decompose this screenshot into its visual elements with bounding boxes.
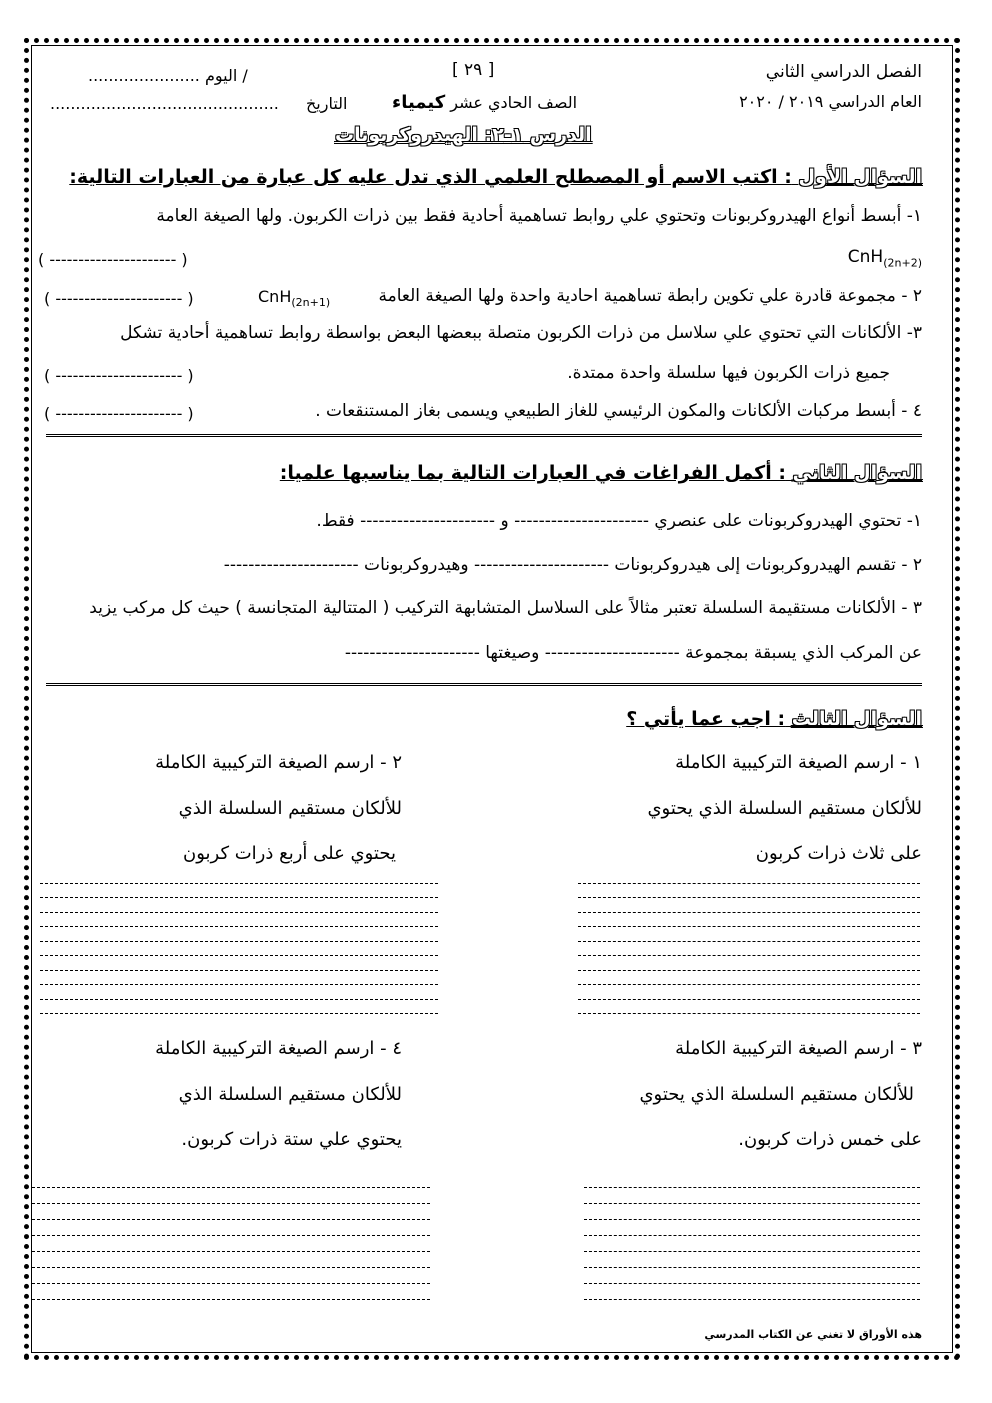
q3-title-bold: السؤال الثالث <box>791 708 922 730</box>
q3-item4-line3: يحتوي علي ستة ذرات كربون. <box>181 1129 402 1150</box>
formula-sub: (2n+2) <box>883 256 922 270</box>
day-field <box>88 66 248 85</box>
q1-title-bold: السؤال الأول <box>798 166 922 188</box>
q2-title-rest: : أكمل الفراغات في العبارات التالية بما يناسبها علميا: <box>279 462 786 484</box>
subject-grade <box>392 92 577 113</box>
q1-item1-formula <box>848 247 922 269</box>
q2-item3-line2: عن المركب الذي يسبقة بمجموعة ---------------------- وصيغتها ---------------------- <box>344 643 922 663</box>
section-separator <box>46 683 922 686</box>
q3-item2-line3: يحتوي على أربع ذرات كربون <box>182 843 396 864</box>
q1-item3-line1: ٣- الألكانات التي تحتوي علي سلاسل من ذرات الكربون متصلة ببعضها البعض بواسطة روابط تساهمية أحادية تشكل <box>120 323 922 343</box>
q2-item1: ١- تحتوي الهيدروكربونات على عنصري ---------------------- و ---------------------- فقط. <box>316 511 922 531</box>
q3-item3-line2: للألكان مستقيم السلسلة الذي يحتوي <box>639 1084 914 1105</box>
q1-title-rest: : اكتب الاسم أو المصطلح العلمي الذي تدل عليه كل عبارة من العبارات التالية: <box>69 166 792 188</box>
q3-title <box>626 708 922 730</box>
formula-main: CnH <box>258 287 292 306</box>
q1-item1-answer[interactable]: ( ---------------------- ) <box>38 250 188 269</box>
footer-note: هذه الأوراق لا تغني عن الكتاب المدرسي <box>704 1328 922 1341</box>
q1-title <box>69 166 922 188</box>
date-label: التاريخ <box>305 94 348 113</box>
q3-item4-line1: ٤ - ارسم الصيغة التركيبية الكاملة <box>155 1038 402 1059</box>
page-border-inner <box>31 45 953 1353</box>
date-field <box>50 94 348 113</box>
q1-item2-text: ٢ - مجموعة قادرة علي تكوين رابطة تساهمية احادية واحدة ولها الصيغة العامة <box>378 286 922 306</box>
date-blank[interactable]: ............................................. <box>50 94 279 113</box>
q1-item1-line1: ١- أبسط أنواع الهيدروكربونات وتحتوي علي روابط تساهمية أحادية فقط بين ذرات الكربون. ولها الصيغة العامة <box>156 206 922 226</box>
q1-item4-answer[interactable]: ( ---------------------- ) <box>44 404 194 423</box>
q3-item1-line3: على ثلاث ذرات كربون <box>755 843 922 864</box>
section-separator <box>46 434 922 437</box>
q3-item2-line2: للألكان مستقيم السلسلة الذي <box>178 798 402 819</box>
academic-year: العام الدراسي ٢٠١٩ / ٢٠٢٠ <box>739 92 922 111</box>
q3-item2-line1: ٢ - ارسم الصيغة التركيبية الكاملة <box>155 752 402 773</box>
q1-item4-text: ٤ - أبسط مركبات الألكانات والمكون الرئيسي للغاز الطبيعي ويسمى بغاز المستنقعات . <box>315 401 922 421</box>
q2-item2: ٢ - تقسم الهيدروكربونات إلى هيدروكربونات ---------------------- وهيدروكربونات ---------------------- <box>223 555 922 575</box>
q2-item3-line1: ٣ - الألكانات مستقيمة السلسلة تعتبر مثالاً على السلاسل المتشابهة التركيب ( المتتالية المتجانسة ) حيث كل مركب يزيد <box>89 598 922 618</box>
q1-item3-line2: جميع ذرات الكربون فيها سلسلة واحدة ممتدة. <box>567 363 890 383</box>
q3-item1-line1: ١ - ارسم الصيغة التركيبية الكاملة <box>675 752 922 773</box>
q3-item3-line1: ٣ - ارسم الصيغة التركيبية الكاملة <box>675 1038 922 1059</box>
grade: الصف الحادي عشر <box>450 93 578 112</box>
q2-title-bold: السؤال الثاني <box>792 462 922 484</box>
q3-item1-line2: للألكان مستقيم السلسلة الذي يحتوي <box>647 798 922 819</box>
formula-sub: (2n+1) <box>291 296 331 310</box>
q1-item3-answer[interactable]: ( ---------------------- ) <box>44 366 194 385</box>
q3-title-rest: : اجب عما يأتي ؟ <box>626 708 786 730</box>
day-label: اليوم / <box>204 66 248 85</box>
q3-item3-line3: على خمس ذرات كربون. <box>738 1129 922 1150</box>
q1-item2-formula <box>258 287 330 309</box>
subject: كيمياء <box>392 92 446 113</box>
lesson-title: الدرس ١-٢: الهيدروكربونات <box>335 124 592 146</box>
day-blank[interactable]: ...................... <box>88 66 200 85</box>
semester-label: الفصل الدراسي الثاني <box>765 62 922 82</box>
formula-main: CnH <box>847 247 884 267</box>
q3-item4-line2: للألكان مستقيم السلسلة الذي <box>178 1084 402 1105</box>
q1-item2-answer[interactable]: ( ---------------------- ) <box>44 289 194 308</box>
page-number: [ ٢٩ ] <box>452 60 495 80</box>
q2-title <box>280 462 922 484</box>
